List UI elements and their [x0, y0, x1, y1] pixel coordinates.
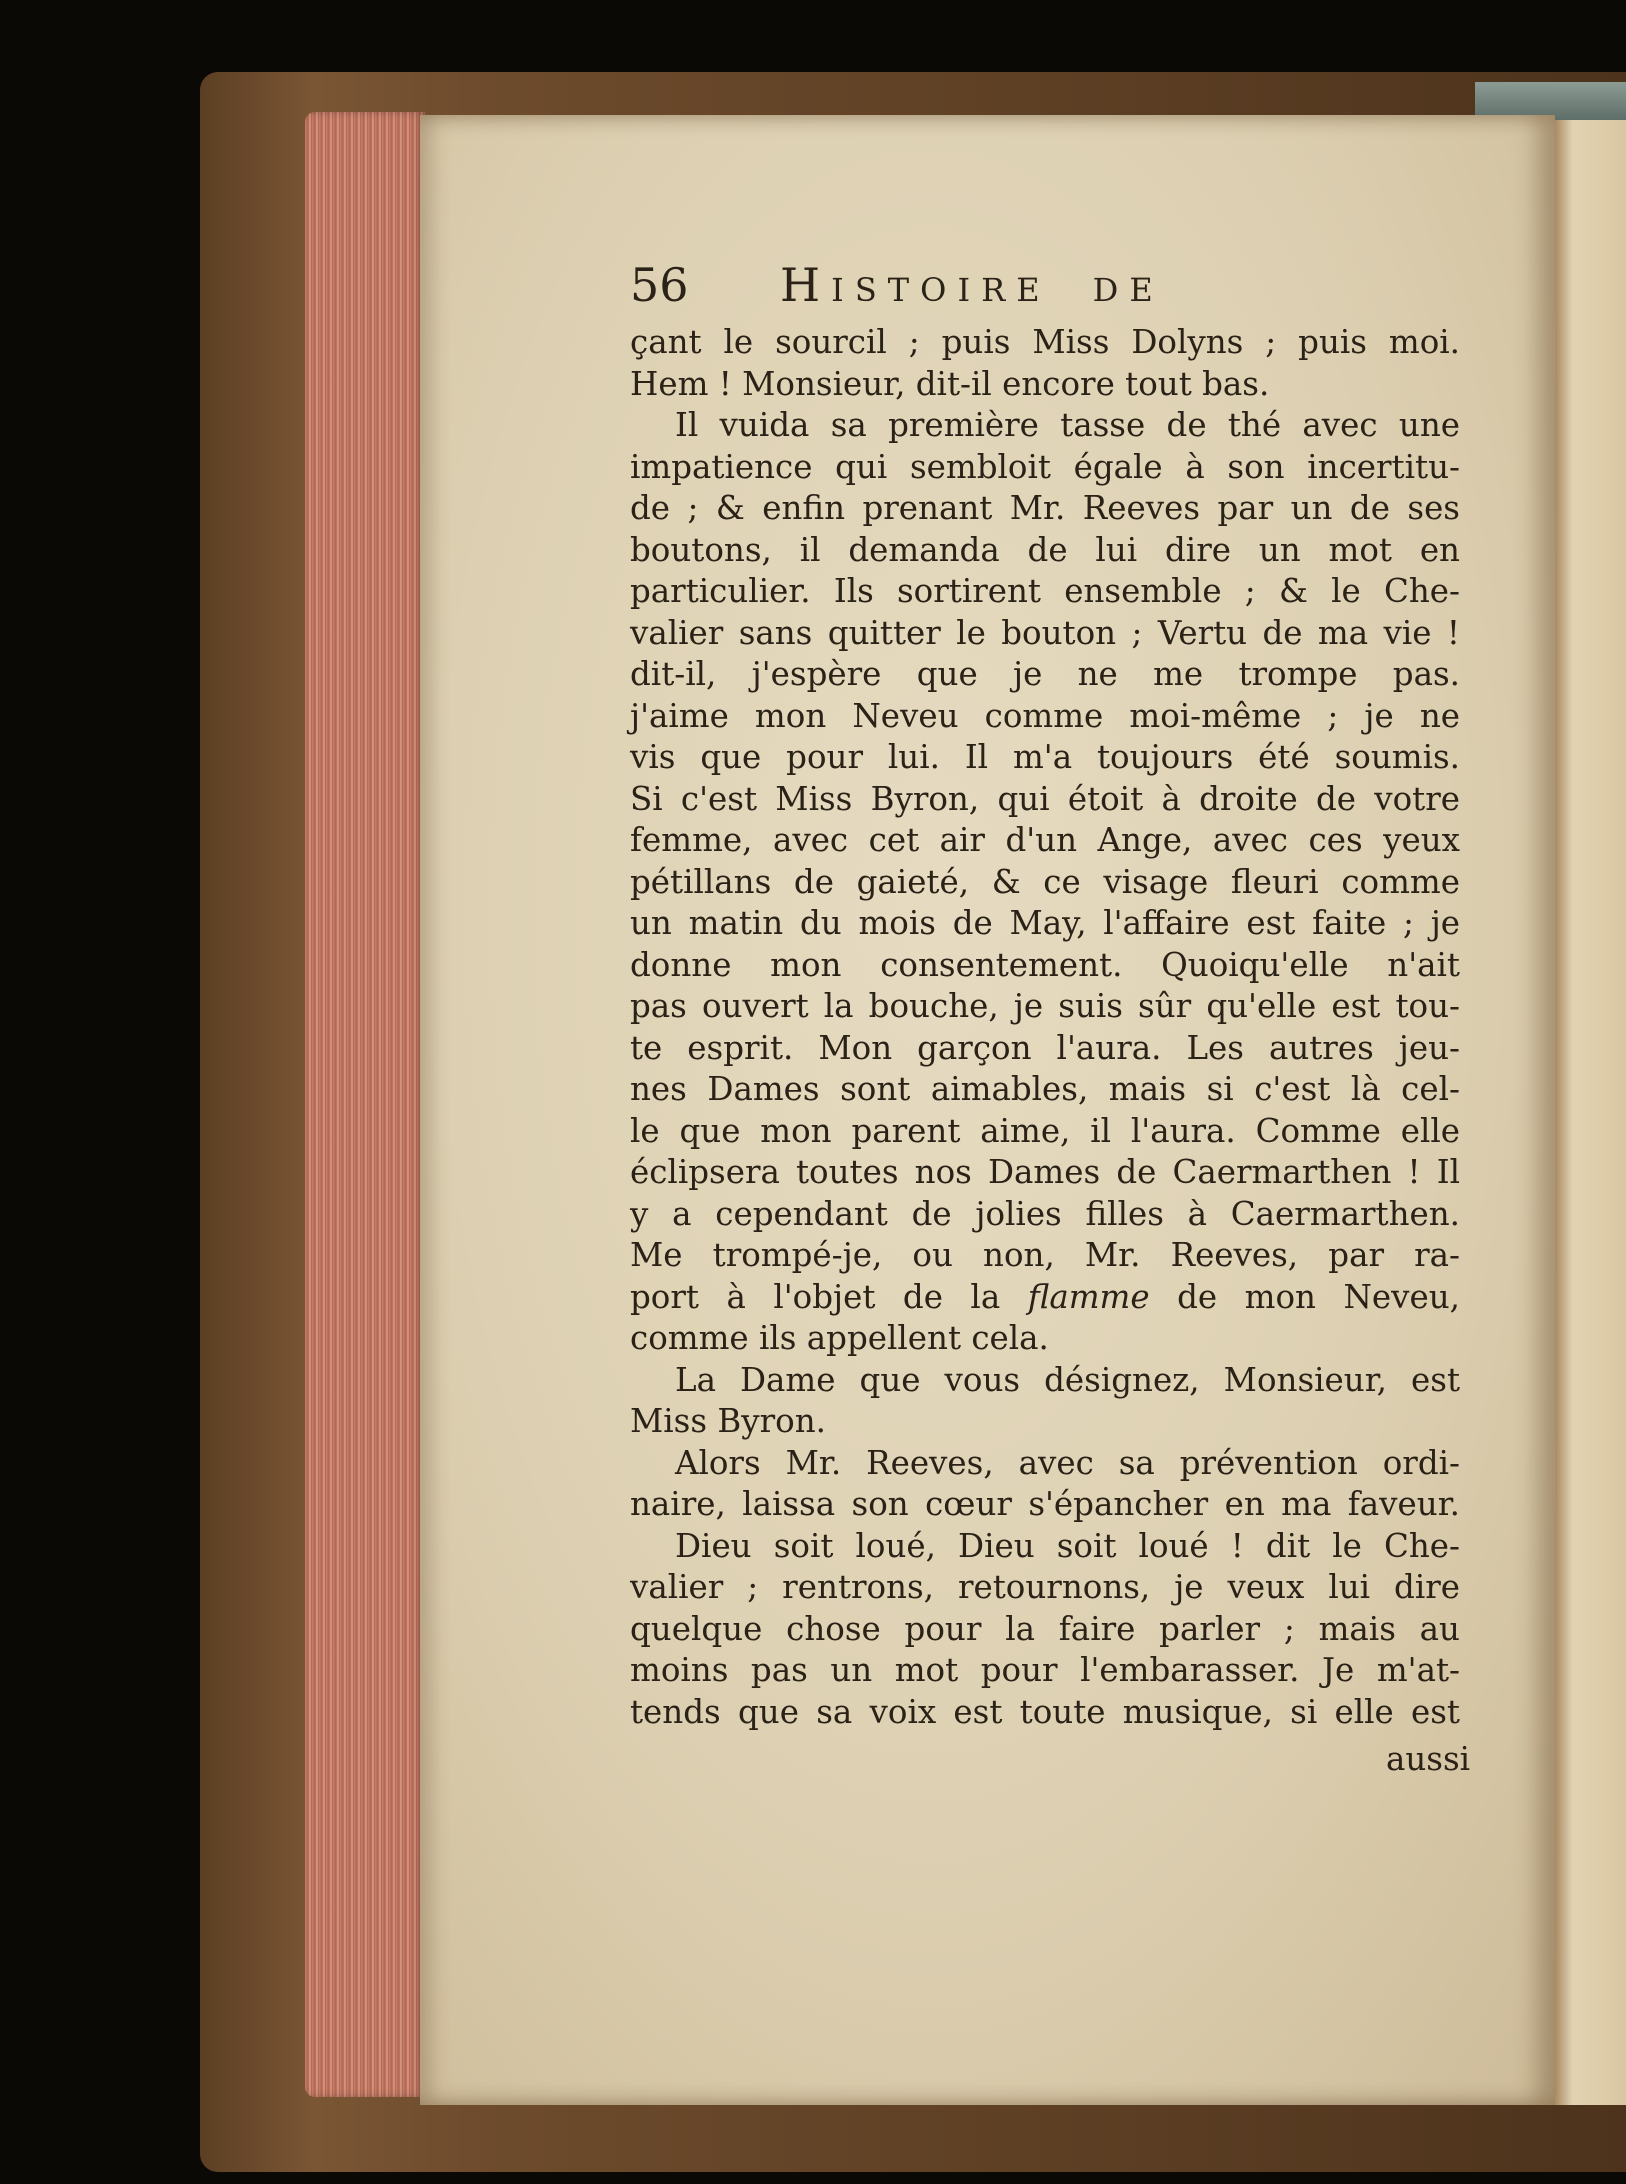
text-line: donne mon consentement. Quoiqu'elle n'ait — [630, 945, 1460, 984]
running-title-de: de — [1092, 258, 1164, 312]
text-line: La Dame que vous désignez, Monsieur, est — [675, 1360, 1460, 1399]
text-line: de ; & enfin prenant Mr. Reeves par un de ses — [630, 489, 1460, 527]
text-line: Dieu soit loué, Dieu soit loué ! dit le Che- — [675, 1526, 1460, 1565]
page-header — [630, 258, 1310, 312]
text-line: te esprit. Mon garçon l'aura. Les autres jeu- — [630, 1028, 1460, 1067]
catchword: aussi — [1386, 1740, 1471, 1778]
text-line: Si c'est Miss Byron, qui étoit à droite de votre — [630, 779, 1460, 818]
text-line: impatience qui sembloit égale à son incertitu- — [630, 447, 1460, 486]
text-line-italic — [630, 1277, 1460, 1319]
text-line: valier ; rentrons, retournons, je veux lui dire — [630, 1568, 1460, 1606]
text-line: tends que sa voix est toute musique, si elle est — [630, 1692, 1460, 1731]
italic-word: flamme — [1027, 1277, 1150, 1316]
text-line: Hem ! Monsieur, dit-il encore tout bas. — [630, 364, 1270, 403]
text-line: vis que pour lui. Il m'a toujours été soumis. — [630, 738, 1460, 776]
text-line: particulier. Ils sortirent ensemble ; & le Che- — [630, 572, 1460, 610]
text-segment: port à l'objet de la — [630, 1277, 1028, 1316]
text-line: y a cependant de jolies filles à Caermarthen. — [630, 1194, 1460, 1233]
text-line: quelque chose pour la faire parler ; mais au — [630, 1609, 1460, 1648]
running-title — [780, 258, 1164, 312]
text-line: nes Dames sont aimables, mais si c'est là cel- — [630, 1070, 1460, 1108]
text-line: Me trompé-je, ou non, Mr. Reeves, par ra- — [630, 1236, 1460, 1274]
text-line: dit-il, j'espère que je ne me trompe pas. — [630, 655, 1460, 693]
text-line: moins pas un mot pour l'embarasser. Je m'at- — [630, 1651, 1460, 1689]
text-line: naire, laissa son cœur s'épancher en ma faveur. — [630, 1485, 1460, 1523]
text-line: valier sans quitter le bouton ; Vertu de ma vie ! — [630, 613, 1460, 652]
text-line: pétillans de gaieté, & ce visage fleuri comme — [630, 862, 1460, 901]
text-line: un matin du mois de May, l'affaire est faite ; je — [630, 904, 1460, 942]
text-line: femme, avec cet air d'un Ange, avec ces yeux — [630, 821, 1460, 859]
text-line: j'aime mon Neveu comme moi-même ; je ne — [630, 696, 1460, 735]
text-line: Il vuida sa première tasse de thé avec une — [675, 406, 1460, 444]
text-line: pas ouvert la bouche, je suis sûr qu'elle est tou- — [630, 987, 1460, 1025]
text-line: comme ils appellent cela. — [630, 1319, 1049, 1357]
body-text — [630, 322, 1460, 1733]
running-title-main: Histoire — [780, 258, 1051, 312]
text-line: éclipsera toutes nos Dames de Caermarthen ! Il — [630, 1153, 1460, 1191]
text-segment: de mon Neveu, — [1149, 1277, 1460, 1316]
text-line: Alors Mr. Reeves, avec sa prévention ordi- — [675, 1443, 1460, 1482]
text-line: Miss Byron. — [630, 1402, 826, 1440]
text-line: le que mon parent aime, il l'aura. Comme elle — [630, 1111, 1460, 1150]
page-number: 56 — [630, 258, 689, 312]
text-line: boutons, il demanda de lui dire un mot en — [630, 530, 1460, 569]
page-edges — [305, 112, 425, 2097]
text-line: çant le sourcil ; puis Miss Dolyns ; puis moi. — [630, 323, 1460, 361]
facing-page-edge — [1555, 120, 1626, 2105]
